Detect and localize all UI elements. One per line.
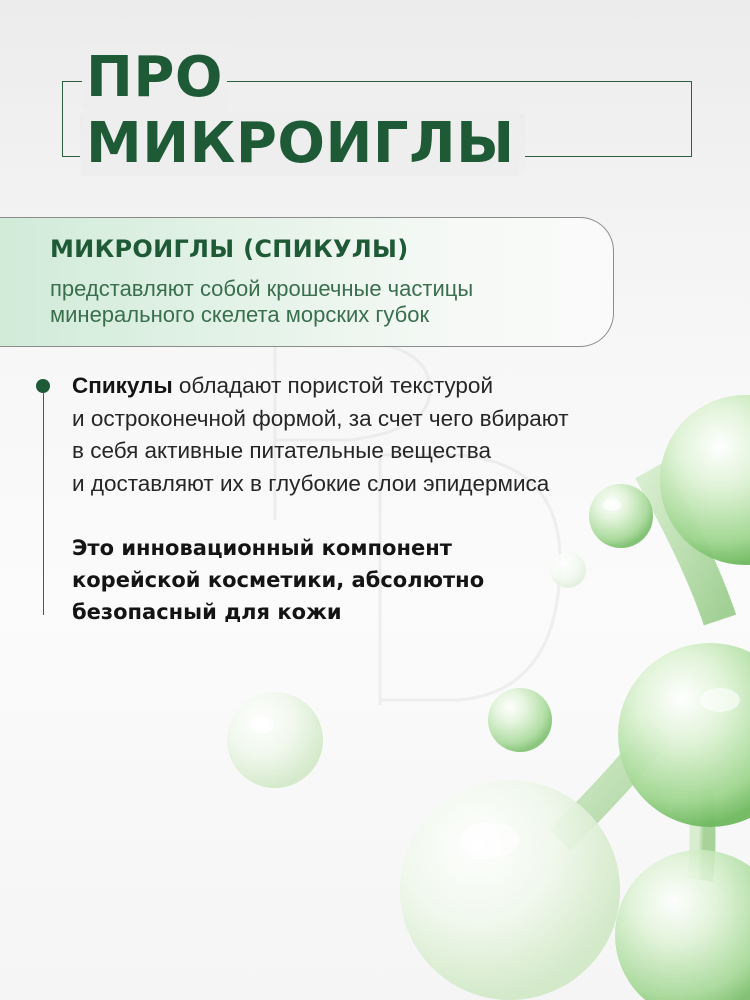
callout-text <box>50 276 610 328</box>
callout-text-line: представляют собой крошечные частицы <box>50 276 474 301</box>
paragraph-line: корейской косметики, абсолютно <box>72 568 485 592</box>
callout-text-line: минерального скелета морских губок <box>50 302 430 327</box>
molecule-sphere <box>488 688 552 752</box>
callout-heading: МИКРОИГЛЫ (СПИКУЛЫ) <box>50 235 409 263</box>
molecule-sphere <box>618 643 750 827</box>
bullet-dot <box>36 379 50 393</box>
paragraph-line: безопасный для кожи <box>72 600 342 624</box>
paragraph-line: и доставляют их в глубокие слои эпидермиса <box>72 470 550 496</box>
paragraph-line: Это инновационный компонент <box>72 536 452 560</box>
page-title-line-1: ПРО <box>80 48 233 108</box>
molecule-sphere <box>615 850 750 1000</box>
description-paragraph <box>72 370 682 500</box>
paragraph-line: Спикулы обладают пористой текстурой <box>72 373 494 398</box>
paragraph-line: и остроконечной формой, за счет чего вбирают <box>72 405 569 431</box>
page-title-line-2: МИКРОИГЛЫ <box>80 114 525 174</box>
paragraph-line: в себя активные питательные вещества <box>72 438 491 463</box>
bullet-line <box>43 393 45 615</box>
molecule-sphere <box>227 692 323 788</box>
bold-term: Спикулы <box>72 373 173 398</box>
highlight-paragraph <box>72 532 592 628</box>
molecule-sphere <box>400 780 620 1000</box>
